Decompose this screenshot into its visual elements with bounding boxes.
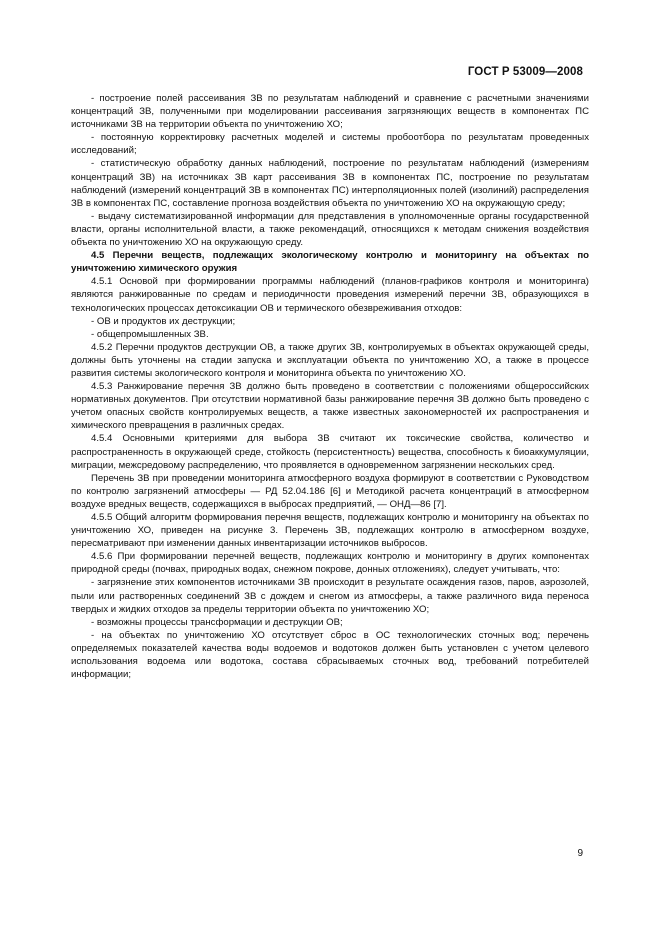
- list-item-transformation: - возможны процессы трансформации и деструкции ОВ;: [91, 616, 343, 628]
- paragraph-4-5-6: 4.5.6 При формировании перечней веществ, подлежащих контролю и мониторингу в других компонентах природной среды (почвах, природных водах, снежном покрове, донных отложениях), следует учитывать, что:: [71, 551, 589, 576]
- paragraph-4-5-3: 4.5.3 Ранжирование перечня ЗВ должно быть проведено в соответствии с положениями общероссийских нормативных документов. При отсутствии нормативной базы ранжирование перечня ЗВ должно быть проведено с учетом опасных свойств контролируемых веществ, а также известных закономерностей их распространения и химического превращения в различных средах.: [71, 381, 589, 432]
- paragraph-4-5-4: 4.5.4 Основными критериями для выбора ЗВ считают их токсические свойства, количество и распространенность в окружающей среде, стойкость (персистентность) вещества, способность к биоаккумуляции, миграции, межсредовому распределению, что проявляется в одновременном загрязнении нескольких сред.: [71, 433, 589, 471]
- list-item-statistical-processing: - статистическую обработку данных наблюдений, построение по результатам наблюдений (измерениям концентраций ЗВ) на источниках ЗВ карт рассеивания ЗВ в компонентах ПС, построение по результатам наблюдений (измерений концентраций ЗВ в компонентах ПС) интерполяционных полей (изолиний) распределения ЗВ в компонентах ПС, составление прогноза воздействия объекта по уничтожению ХО на окружающую среду;: [71, 158, 589, 209]
- document-code-header: ГОСТ Р 53009—2008: [467, 66, 583, 78]
- list-item-dispersion-fields: - построение полей рассеивания ЗВ по результатам наблюдений и сравнение с расчетными значениями концентраций ЗВ, полученными при моделировании рассеивания загрязняющих веществ в компонентах ПС источниками ЗВ на территории объекта по уничтожению ХО;: [71, 93, 589, 131]
- section-heading-4-5: 4.5 Перечни веществ, подлежащих экологическому контролю и мониторингу на объектах по уничтожению химического оружия: [71, 250, 589, 275]
- list-item-industrial-pollutants: - общепромышленных ЗВ.: [91, 328, 209, 340]
- document-body: [71, 92, 589, 681]
- paragraph-4-5-1: 4.5.1 Основой при формировании программы наблюдений (планов-графиков контроля и мониторинга) являются ранжированные по средам и периодичности проведения измерений перечни ЗВ, образующихся в технологических процессах детоксикации ОВ и термического обезвреживания отходов:: [71, 276, 589, 314]
- paragraph-atmosphere-list: Перечень ЗВ при проведении мониторинга атмосферного воздуха формируют в соответствии с Руководством по контролю загрязнений атмосферы — РД 52.04.186 [6] и Методикой расчета концентраций в атмосферном воздухе вредных веществ, содержащихся в выбросах предприятий, — ОНД—86 [7].: [71, 472, 589, 510]
- list-item-ov-products: - ОВ и продуктов их деструкции;: [91, 315, 236, 327]
- paragraph-4-5-5: 4.5.5 Общий алгоритм формирования перечня веществ, подлежащих контролю и мониторингу на объектах по уничтожению ХО, приведен на рисунке 3. Перечень ЗВ, подлежащих контролю в атмосферном воздухе, пересматривают при изменении данных инвентаризации источников выбросов.: [71, 512, 589, 550]
- list-item-model-correction: - постоянную корректировку расчетных моделей и системы пробоотбора по результатам проведенных исследований;: [71, 132, 589, 157]
- page-number: 9: [577, 848, 583, 859]
- list-item-contamination-sources: - загрязнение этих компонентов источниками ЗВ происходит в результате осаждения газов, паров, аэрозолей, пыли или растворенных соединений ЗВ с дождем и снегом из атмосферы, а также различного вида переноса твердых и жидких отходов за пределы территории объекта по уничтожению ХО;: [71, 577, 589, 615]
- paragraph-4-5-2: 4.5.2 Перечни продуктов деструкции ОВ, а также других ЗВ, контролируемых в объектах окружающей среды, должны быть уточнены на стадии запуска и эксплуатации объекта по уничтожению ХО, а также в процессе развития системы экологического контроля и мониторинга объекта по уничтожению ХО.: [71, 341, 589, 379]
- list-item-wastewater: - на объектах по уничтожению ХО отсутствует сброс в ОС технологических сточных вод; перечень определяемых показателей качества воды водоемов и водотоков должен быть установлен с учетом целевого использования водоема или водотока, состава сбрасываемых сточных вод, требований потребителей информации;: [71, 629, 589, 681]
- list-item-information-delivery: - выдачу систематизированной информации для представления в уполномоченные органы государственной власти, органы исполнительной власти, а также рекомендаций, относящихся к методам снижения воздействия объекта по уничтожению ХО на окружающую среду.: [71, 210, 589, 249]
